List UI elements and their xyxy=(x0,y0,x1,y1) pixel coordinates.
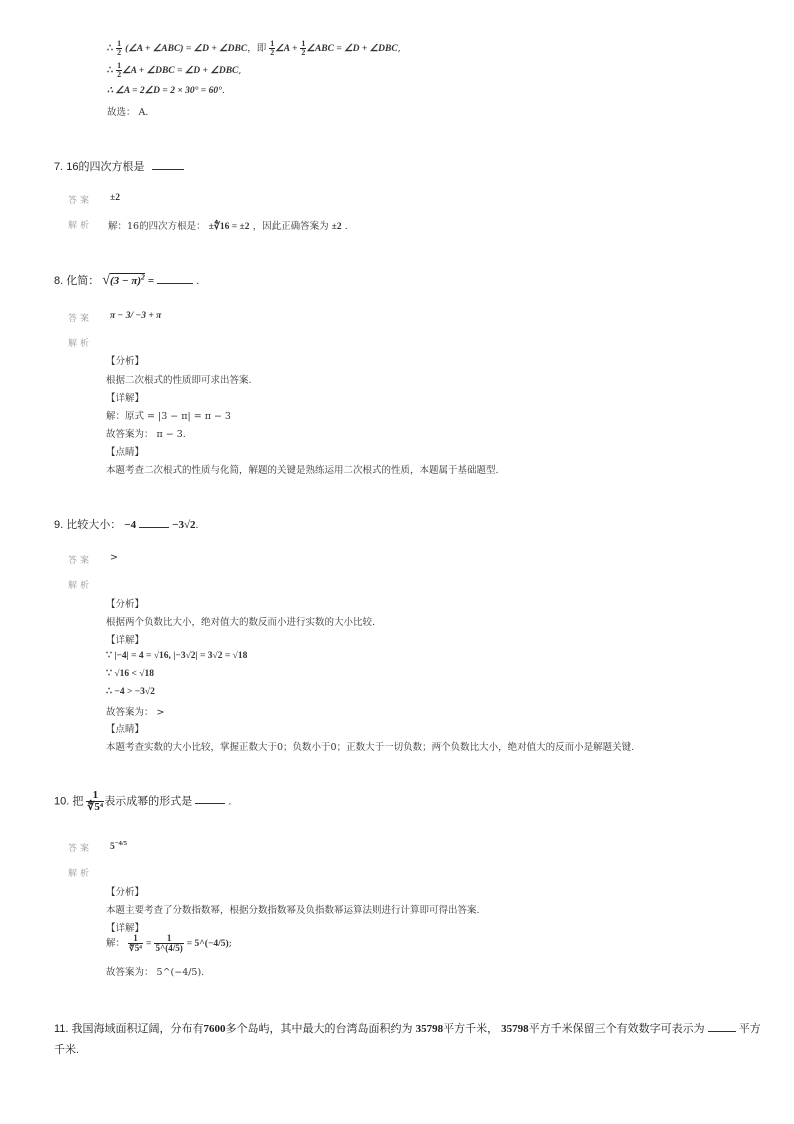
analysis-text: 解：16的四次方根是： ±∜16 = ±2 ，因此正确答案为 ±2 . xyxy=(108,221,348,232)
fraction-half: $\frac{1}{2}$ xyxy=(270,39,275,57)
analysis-text: 故答案为： > xyxy=(106,707,165,718)
answer-value: π − 3/ −3 + π xyxy=(110,311,162,321)
analysis-text: 解： $\frac{1}{\text{∜5⁴}}$ = $\frac{1}{5\^{}(4/5)}$ = 5^(−4/5); xyxy=(106,933,232,953)
question-stem: 10. 把 $\frac{1}{\text{∜5⁴}}$ 表示成幂的形式是 . xyxy=(54,789,232,813)
analysis-text: 本题考查实数的大小比较，掌握正数大于0；负数小于0；正数大于一切负数；两个负数比大小，绝对值大的反而小是解题关键. xyxy=(106,742,635,753)
sqrt-icon: √ xyxy=(102,273,110,288)
analysis-text: 本题考查二次根式的性质与化简，解题的关键是熟练运用二次根式的性质，本题属于基础题型. xyxy=(106,465,499,476)
answer-value: $5^{-4/5}$ xyxy=(110,840,128,853)
analysis-text: 故答案为： π − 3. xyxy=(106,429,186,440)
section-heading: 【点睛】 xyxy=(106,724,145,735)
analysis-text: 根据二次根式的性质即可求出答案. xyxy=(106,375,252,386)
fraction-half: $\frac{1}{2}$ xyxy=(117,61,122,79)
analysis-label: 解析 xyxy=(68,581,93,591)
fraction-half: $\frac{1}{2}$ xyxy=(301,39,306,57)
analysis-text: ∵ |−4| = 4 = √16, |−3√2| = 3√2 = √18 xyxy=(106,651,248,661)
analysis-text: ∴ −4 > −3√2 xyxy=(106,687,155,697)
answer-label: 答案 xyxy=(68,196,93,206)
analysis-label: 解析 xyxy=(68,339,93,349)
section-heading: 【点睛】 xyxy=(106,447,145,458)
analysis-text: 解：原式 = |3 − π| = π − 3 xyxy=(106,411,231,422)
analysis-text: ∵ √16 < √18 xyxy=(106,669,155,679)
section-heading: 【详解】 xyxy=(106,393,145,404)
prev-line-3: ∴ ∠A = 2∠D = 2 × 30° = 60°. xyxy=(107,85,225,96)
question-stem-cont: 千米. xyxy=(54,1044,80,1056)
answer-label: 答案 xyxy=(68,556,93,566)
section-heading: 【详解】 xyxy=(106,635,145,646)
question-stem: 8. 化简： $√(3 - \pi)^2$ = . xyxy=(54,272,200,288)
answer-label: 答案 xyxy=(68,844,93,854)
answer-blank xyxy=(139,517,169,528)
question-stem: 7. 16的四次方根是 xyxy=(54,158,184,174)
analysis-text: 故答案为： 5^(−4/5). xyxy=(106,967,205,978)
question-stem: 11. 我国海域面积辽阔，分布有7600多个岛屿，其中最大的台湾岛面积约为 35798平方千米， 35798平方千米保留三个有效数字可表示为 平方 xyxy=(54,1023,761,1035)
fraction: $\frac{1}{\text{∜5⁴}}$ xyxy=(87,789,104,813)
question-stem: 9. 比较大小： −4 −3√2. xyxy=(54,519,199,531)
prev-choice: 故选： A. xyxy=(107,107,149,118)
answer-blank xyxy=(708,1021,736,1032)
answer-blank xyxy=(195,793,225,804)
analysis-label: 解析 xyxy=(68,221,93,231)
answer-blank xyxy=(157,273,193,284)
prev-line-2: ∴ $\frac{1}{2}$ ∠A + ∠DBC = ∠D + ∠DBC, xyxy=(107,61,242,79)
answer-blank xyxy=(152,159,184,170)
section-heading: 【分析】 xyxy=(106,887,145,898)
answer-label: 答案 xyxy=(68,314,93,324)
analysis-text: 本题主要考查了分数指数幂，根据分数指数幂及负指数幂运算法则进行计算即可得出答案. xyxy=(106,905,480,916)
section-heading: 【详解】 xyxy=(106,923,145,934)
prev-line-1: ∴ $\frac{1}{2}$ (∠A + ∠ABC) = ∠D + ∠DBC，即 $\frac{1}{2}$ ∠A + $\frac{1}{2}$ ∠ABC = ∠D + ∠DBC, xyxy=(107,39,401,57)
section-heading: 【分析】 xyxy=(106,356,145,367)
analysis-label: 解析 xyxy=(68,869,93,879)
answer-value: > xyxy=(110,552,118,563)
fraction-half: $\frac{1}{2}$ xyxy=(117,39,122,57)
answer-value: ±2 xyxy=(110,193,120,203)
analysis-text: 根据两个负数比大小，绝对值大的数反而小进行实数的大小比较. xyxy=(106,617,376,628)
section-heading: 【分析】 xyxy=(106,599,145,610)
